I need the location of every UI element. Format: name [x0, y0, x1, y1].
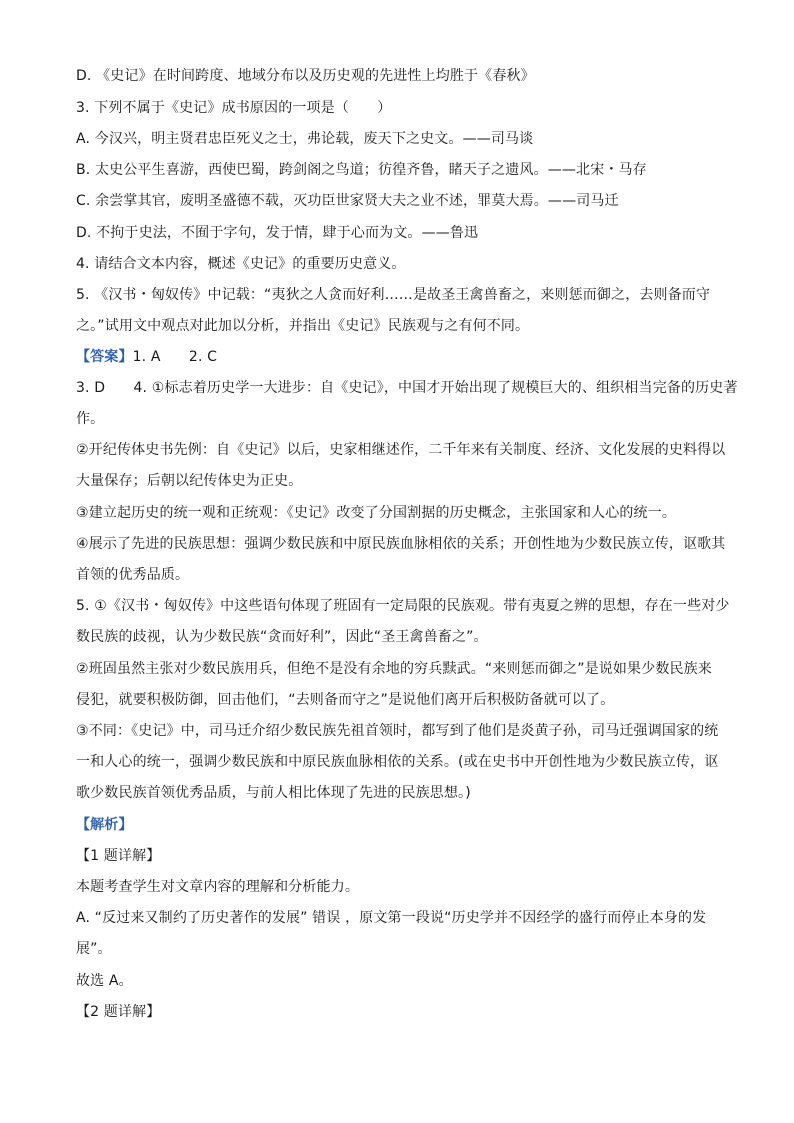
answer-5-point-3-line-2: 一和人心的统一，强调少数民族和中原民族血脉相依的关系。(或在史书中开创性地为少数民族立传，讴 [76, 754, 719, 770]
question-4: 4. 请结合文本内容，概述《史记》的重要历史意义。 [76, 256, 406, 272]
answer-5-point-1-line-1: 5. ①《汉书・匈奴传》中这些语句体现了班固有一定局限的民族观。带有夷夏之辨的思想，存在一些对少 [76, 598, 730, 614]
answer-5-point-2-line-2: 侵犯，就要积极防御，回击他们，“去则备而守之”是说他们离开后积极防备就可以了。 [76, 692, 615, 708]
answer-1-2: 1. A 2. C [132, 349, 218, 365]
option-a-q3: A. 今汉兴，明主贤君忠臣死义之士，弗论载，废天下之史文。——司马谈 [76, 131, 534, 147]
answer-5-point-2-line-1: ②班固虽然主张对少数民族用兵，但绝不是没有余地的穷兵黩武。“来则惩而御之”是说如果少数民族来 [76, 661, 712, 677]
q1-detail-heading: 【1 题详解】 [76, 848, 161, 864]
option-b-q3: B. 太史公平生喜游，西使巴蜀，跨剑阁之鸟道；彷徨齐鲁，睹天子之遗风。——北宋・马存 [76, 162, 647, 178]
analysis-heading: 【解析】 [76, 817, 133, 833]
answer-heading: 【答案】 [76, 349, 133, 365]
answer-4-point-3: ③建立起历史的统一观和正统观：《史记》改变了分国割据的历史概念，主张国家和人心的统一。 [76, 505, 676, 521]
q1-detail-choice: 故选 A。 [76, 973, 133, 989]
answer-4-line-2: 作。 [76, 411, 105, 427]
answer-5-point-1-line-2: 数民族的歧视，认为少数民族“贪而好利”，因此“圣王禽兽畜之”。 [76, 629, 488, 645]
answer-4-point-2-line-2: 大量保存；后朝以纪传体史为正史。 [76, 473, 303, 489]
question-3: 3. 下列不属于《史记》成书原因的一项是（ ） [76, 100, 392, 116]
answer-3-4-line-1: 3. D 4. ①标志着历史学一大进步：自《史记》，中国才开始出现了规模巨大的、组织相当完备的历史著 [76, 380, 738, 396]
answer-row [76, 347, 726, 367]
answer-5-point-3-line-3: 歌少数民族首领优秀品质，与前人相比体现了先进的民族思想。) [76, 785, 471, 801]
question-5-line-2: 之。”试用文中观点对此加以分析，并指出《史记》民族观与之有何不同。 [76, 318, 530, 334]
option-d-q2: D. 《史记》在时间跨度、地域分布以及历史观的先进性上均胜于《春秋》 [76, 68, 535, 84]
q1-detail-intro: 本题考查学生对文章内容的理解和分析能力。 [76, 879, 359, 895]
option-d-q3: D. 不拘于史法，不囿于字句，发于情，肆于心而为文。——鲁迅 [76, 225, 479, 241]
answer-5-point-3-line-1: ③不同：《史记》中，司马迁介绍少数民族先祖首领时，都写到了他们是炎黄子孙，司马迁强调国家的统 [76, 723, 719, 739]
question-5-line-1: 5. 《汉书・匈奴传》中记载：“夷狄之人贪而好利……是故圣王禽兽畜之，来则惩而御之，去则备而守 [76, 287, 711, 303]
q2-detail-heading: 【2 题详解】 [76, 1004, 161, 1020]
q1-detail-option-a-line-2: 展”。 [76, 941, 112, 957]
answer-4-point-2-line-1: ②开纪传体史书先例：自《史记》以后，史家相继述作，二千年来有关制度、经济、文化发展的史料得以 [76, 442, 726, 458]
answer-4-point-4-line-1: ④展示了先进的民族思想：强调少数民族和中原民族血脉相依的关系；开创性地为少数民族立传，讴歌其 [76, 536, 726, 552]
answer-4-point-4-line-2: 首领的优秀品质。 [76, 567, 190, 583]
option-c-q3: C. 余尝掌其官，废明圣盛德不载，灭功臣世家贤大夫之业不述，罪莫大焉。——司马迁 [76, 193, 619, 209]
q1-detail-option-a-line-1: A. “反过来又制约了历史著作的发展” 错误 ，原文第一段说“历史学并不因经学的盛行而停止本身的发 [76, 910, 707, 926]
